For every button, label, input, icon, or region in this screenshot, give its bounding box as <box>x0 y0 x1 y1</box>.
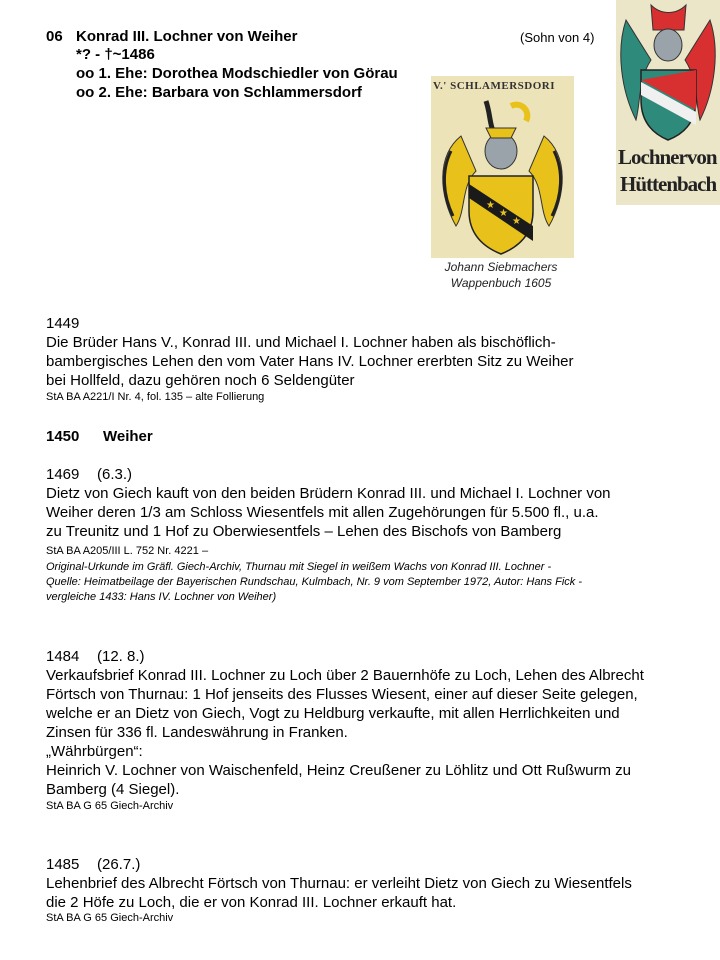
entry-1469-year: 1469 <box>46 466 80 483</box>
coat-of-arms-lochner <box>616 0 720 205</box>
parent-note: (Sohn von 4) <box>520 30 595 45</box>
entry-1469-note: Original-Urkunde im Gräfl. Giech-Archiv, Thurnau mit Siegel in weißem Wachs von Konrad III. Lochner - <box>46 561 552 573</box>
entry-1484-line: „Währbürgen“: <box>46 743 143 760</box>
arms-caption <box>418 259 584 291</box>
marriage-1: oo 1. Ehe: Dorothea Modschiedler von Görau <box>76 65 398 82</box>
entry-1450-year: 1450 <box>46 428 80 445</box>
person-name: Konrad III. Lochner von Weiher <box>76 28 298 45</box>
entry-1469-note: vergleiche 1433: Hans IV. Lochner von Weiher) <box>46 591 277 603</box>
entry-1469-source: StA BA A205/III L. 752 Nr. 4221 – <box>46 545 209 557</box>
entry-1469-line: Dietz von Giech kauft von den beiden Brüdern Konrad III. und Michael I. Lochner von <box>46 485 611 502</box>
entry-1450-place: Weiher <box>103 428 153 445</box>
entry-1449-text <box>46 333 574 390</box>
svg-text:★: ★ <box>512 216 521 227</box>
entry-1484-line: Verkaufsbrief Konrad III. Lochner zu Loch über 2 Bauernhöfe zu Loch, Lehen des Albrecht <box>46 667 644 684</box>
entry-1485-year: 1485 <box>46 856 80 873</box>
entry-1449-year: 1449 <box>46 315 80 332</box>
entry-1484-date: (12. 8.) <box>97 648 145 665</box>
header-number: 06 <box>46 28 63 45</box>
entry-1484-line: Heinrich V. Lochner von Waischenfeld, Heinz Creußener zu Löhlitz und Ott Rußwurm zu <box>46 762 631 779</box>
coat-of-arms-schlammersdorf <box>431 76 574 258</box>
entry-1469-notes <box>46 560 582 605</box>
entry-1484-line: Bamberg (4 Siegel). <box>46 781 180 798</box>
entry-1469-date: (6.3.) <box>97 466 133 483</box>
svg-text:★: ★ <box>486 200 495 211</box>
schlammersdorf-arms-image <box>431 76 574 258</box>
entry-1484-line: Förtsch von Thurnau: 1 Hof jenseits des Flusses Wiesent, einer auf dieser Seite gelegen, <box>46 686 638 703</box>
entry-1484-year: 1484 <box>46 648 80 665</box>
arms-label-schlammersdorf: V.' SCHLAMERSDORI <box>433 80 555 92</box>
entry-1469-line: Weiher deren 1/3 am Schloss Wiesentfels mit allen Zugehörungen für 5.500 fl., u.a. <box>46 504 599 521</box>
entry-1484-line: Zinsen für 336 fl. Landeswährung in Franken. <box>46 724 348 741</box>
entry-1449-line: bei Hollfeld, dazu gehören noch 6 Seldengüter <box>46 372 355 389</box>
entry-1485-source: StA BA G 65 Giech-Archiv <box>46 912 174 924</box>
entry-1469-line: zu Treunitz und 1 Hof zu Oberwiesentfels – Lehen des Bischofs von Bamberg <box>46 523 562 540</box>
entry-1469-text <box>46 484 611 541</box>
arms-caption-line-1: Johann Siebmachers <box>444 260 558 274</box>
marriage-2: oo 2. Ehe: Barbara von Schlammersdorf <box>76 84 362 101</box>
svg-text:★: ★ <box>499 208 508 219</box>
entry-1485-line: die 2 Höfe zu Loch, die er von Konrad III. Lochner erkauft hat. <box>46 894 457 911</box>
entry-1485-date: (26.7.) <box>97 856 141 873</box>
entry-1449-source: StA BA A221/I Nr. 4, fol. 135 – alte Follierung <box>46 391 265 403</box>
entry-1449-line: Die Brüder Hans V., Konrad III. und Michael I. Lochner haben als bischöflich- <box>46 334 556 351</box>
entry-1449-line: bambergisches Lehen den vom Vater Hans IV. Lochner ererbten Sitz zu Weiher <box>46 353 574 370</box>
entry-1484-source: StA BA G 65 Giech-Archiv <box>46 800 174 812</box>
life-dates: *? - †~1486 <box>76 46 155 63</box>
arms-caption-line-2: Wappenbuch 1605 <box>450 276 552 290</box>
arms-label-lochner-1: Lochnervon <box>618 145 717 169</box>
entry-1484-text <box>46 666 644 799</box>
entry-1485-line: Lehenbrief des Albrecht Förtsch von Thurnau: er verleiht Dietz von Giech zu Wiesentfels <box>46 875 632 892</box>
entry-1485-text <box>46 874 632 912</box>
entry-1484-line: welche er an Dietz von Giech, Vogt zu Heldburg verkaufte, mit allen Herrlichkeiten und <box>46 705 620 722</box>
arms-label-lochner-2: Hüttenbach <box>620 172 717 196</box>
entry-1469-note: Quelle: Heimatbeilage der Bayerischen Rundschau, Kulmbach, Nr. 9 vom September 1972, Autor: Hans Fick - <box>46 576 582 588</box>
